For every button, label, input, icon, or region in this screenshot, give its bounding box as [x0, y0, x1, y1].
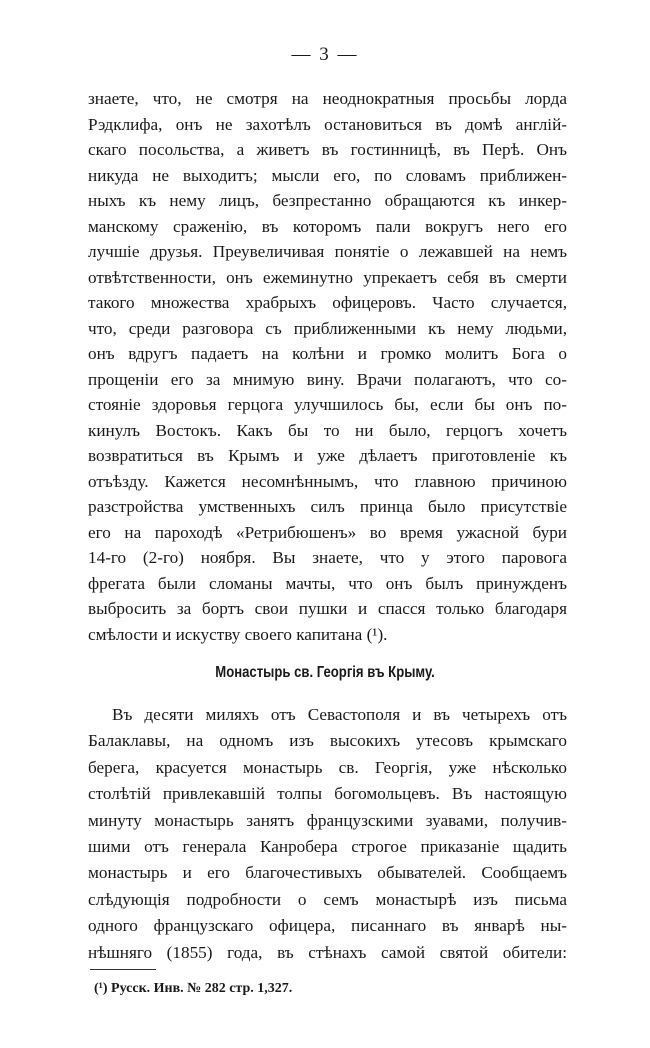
text-line: отвѣтственности, онъ ежеминутно упрекаетъ себя въ смерти [88, 267, 567, 287]
text-line: выбросить за бортъ свои пушки и спасся только благодаря [88, 599, 567, 618]
footnote-rule [90, 969, 156, 970]
text-line: разстройства умственныхъ силъ принца было присутствіе [88, 497, 567, 516]
text-line: одного французскаго офицера, писаннаго въ январѣ ны- [88, 916, 567, 936]
section-heading: Монастырь св. Георгія въ Крыму. [215, 664, 435, 681]
text-line: Рэдклифа, онъ не захотѣлъ остановиться въ домѣ англій- [88, 114, 567, 134]
text-line: что, среди разговора съ приближенными къ нему людьми, [88, 318, 567, 338]
text-line: возвратиться въ Крымъ и уже дѣлаетъ приготовленіе къ [88, 446, 567, 465]
text-line: фрегата были сломаны мачты, что онъ былъ принужденъ [88, 573, 567, 593]
text-line: 14-го (2-го) ноября. Вы знаете, что у этого паровога [88, 548, 567, 567]
text-line: стояніе здоровья герцога улучшилось бы, если бы онъ по- [88, 395, 567, 414]
paragraph-1 [88, 86, 567, 647]
text-line: Балаклавы, на одномъ изъ высокихъ утесовъ крымскаго [88, 731, 567, 751]
text-line: нѣшняго (1855) года, въ стѣнахъ самой святой обители: [88, 942, 567, 962]
text-line: никуда не выходитъ; мысли его, по словамъ приближен- [88, 165, 567, 185]
text-line: скаго посольства, а живетъ въ гостинницѣ, въ Перѣ. Онъ [88, 140, 567, 159]
text-line: шими отъ генерала Канробера строгое приказаніе щадить [88, 836, 567, 856]
text-line: отъѣзду. Кажется несомнѣннымъ, что главною причиною [88, 471, 567, 491]
text-line: манскому сраженію, въ которомъ пали вокругъ него его [88, 216, 567, 236]
text-line: смѣлости и искуству своего капитана (¹). [88, 624, 388, 644]
text-line: берега, красуется монастырь св. Георгія, уже нѣсколько [88, 757, 567, 777]
text-line: Въ десяти миляхъ отъ Севастополя и въ четырехъ отъ [112, 705, 567, 724]
text-line: знаете, что, не смотря на неоднократныя просьбы лорда [88, 89, 567, 108]
text-line: его на пароходѣ «Ретрибюшенъ» во время ужасной бури [88, 522, 567, 542]
paragraph-2 [88, 702, 567, 966]
text-line: кинулъ Востокъ. Какъ бы то ни было, герцогъ хочетъ [88, 420, 567, 440]
text-line: ныхъ къ нему лицъ, безпрестанно обращаются къ инкер- [88, 191, 567, 210]
text-line: прощеніи его за мнимую вину. Врачи полагаютъ, что со- [88, 369, 567, 389]
text-line: лучшіе друзья. Преувеличивая понятіе о лежавшей на немъ [88, 242, 567, 261]
text-line: онъ вдругъ падаетъ на колѣни и громко молитъ Бога о [88, 344, 567, 363]
text-line: минуту монастырь занятъ французскими зуавами, получив- [88, 810, 567, 830]
text-line: такого множества храбрыхъ офицеровъ. Часто случается, [88, 293, 567, 312]
text-line: слѣдующія подробности о семъ монастырѣ изъ письма [88, 889, 567, 909]
page-number: — 3 — [291, 44, 359, 65]
text-line: монастырь и его благочестивыхъ обывателей. Сообщаемъ [88, 863, 567, 883]
text-line: столѣтій привлекавшій толпы богомольцевъ. Въ настоящую [88, 784, 567, 804]
footnote: (¹) Русск. Инв. № 282 стр. 1,327. [94, 981, 293, 996]
